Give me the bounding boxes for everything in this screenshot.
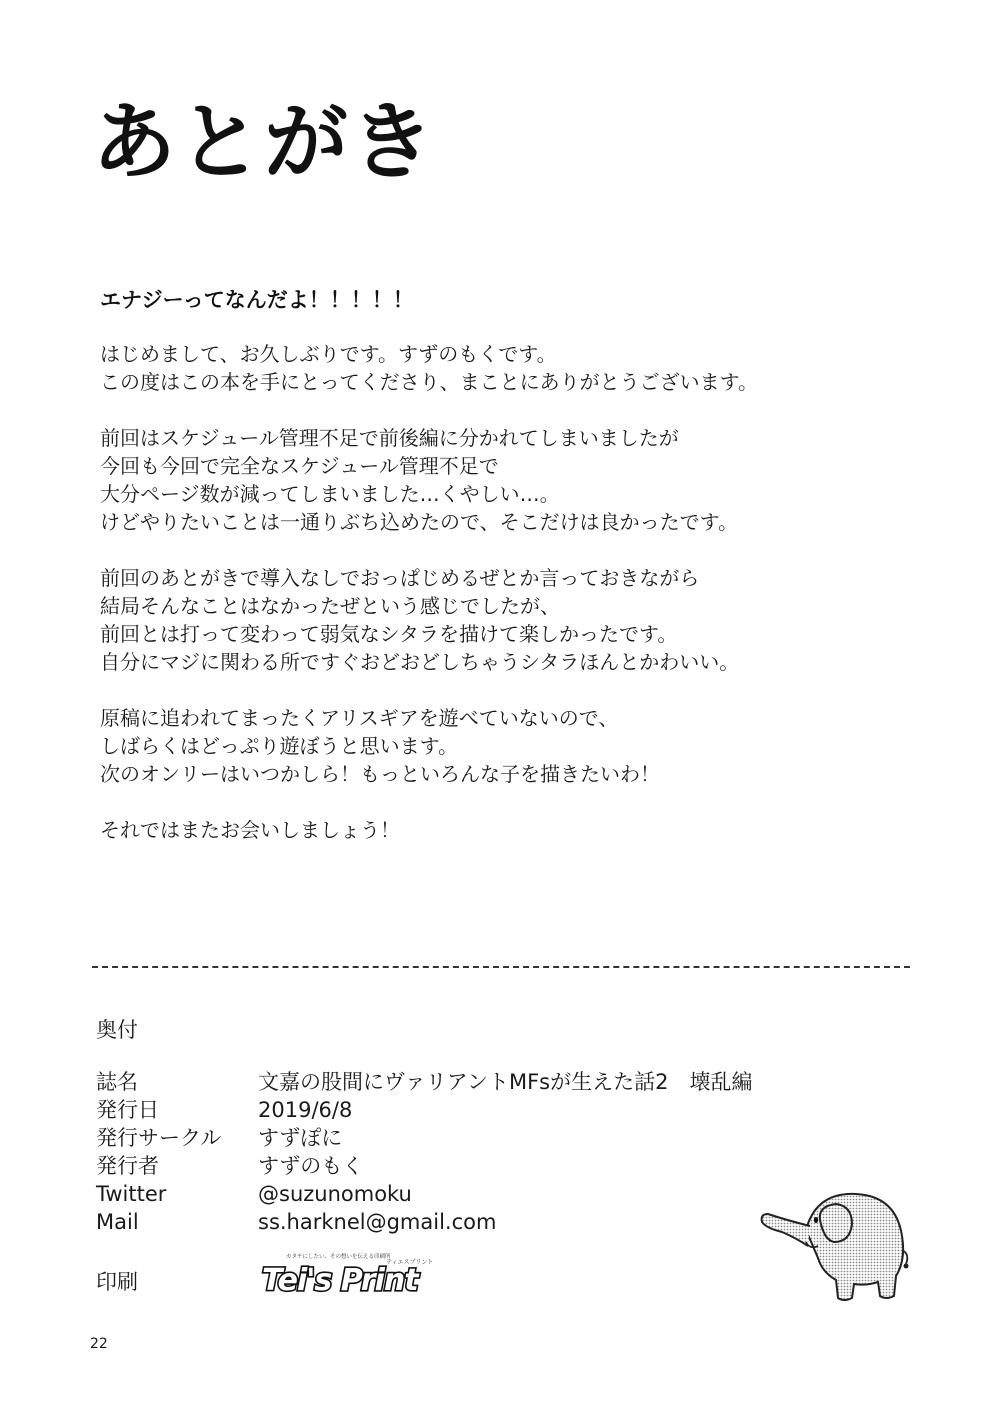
printer-logo-text: Tei's Print xyxy=(262,1263,418,1298)
page-number: 22 xyxy=(90,1336,108,1352)
text-line: 大分ページ数が減ってしまいました…くやしい…。 xyxy=(100,482,560,506)
colophon-key: Mail xyxy=(96,1210,139,1234)
colophon-row xyxy=(96,1180,752,1208)
dashed-divider xyxy=(92,966,910,968)
printer-label: 印刷 xyxy=(96,1270,138,1294)
text-line: 前回とは打って変わって弱気なシタラを描けて楽しかったです。 xyxy=(100,622,678,646)
printer-logo xyxy=(258,1250,434,1298)
text-line: 前回のあとがきで導入なしでおっぱじめるぜとか言っておきながら xyxy=(100,566,700,590)
afterword-title: あとがき xyxy=(92,93,437,191)
text-line: それではまたお会いしましょう！ xyxy=(100,818,400,842)
paragraph xyxy=(100,340,900,396)
colophon-key: 発行者 xyxy=(96,1154,159,1178)
colophon-key: Twitter xyxy=(96,1182,167,1206)
text-line: しばらくはどっぷり遊ぼうと思います。 xyxy=(100,734,458,758)
twitter-handle: @suzunomoku xyxy=(258,1182,412,1206)
printer-tagline: カタチにしたい、その想いを伝える印刷所 xyxy=(286,1254,391,1260)
colophon-row xyxy=(96,1068,752,1096)
email-address: ss.harknel@gmail.com xyxy=(258,1210,497,1234)
colophon-table xyxy=(96,1068,752,1236)
paragraph xyxy=(100,424,900,536)
text-line: この度はこの本を手にとってくださり、まことにありがとうございます。 xyxy=(100,370,758,394)
text-line: 原稿に追われてまったくアリスギアを遊べていないので、 xyxy=(100,706,619,730)
colophon-row xyxy=(96,1096,752,1124)
afterword-heading: エナジーってなんだよ！！！！！ xyxy=(100,288,414,312)
text-line: 今回も今回で完全なスケジュール管理不足で xyxy=(100,454,499,478)
elephant-illustration xyxy=(756,1180,916,1310)
colophon-row xyxy=(96,1152,752,1180)
printer-reading: ティエスプリント xyxy=(386,1259,434,1266)
afterword-body xyxy=(100,340,900,872)
text-line: 前回はスケジュール管理不足で前後編に分かれてしまいましたが xyxy=(100,426,679,450)
text-line: 次のオンリーはいつかしら！もっといろんな子を描きたいわ！ xyxy=(100,762,660,786)
colophon-value: すずぽに xyxy=(258,1126,343,1150)
colophon-title: 奥付 xyxy=(96,1018,138,1042)
paragraph xyxy=(100,816,900,844)
colophon-value: 2019/6/8 xyxy=(258,1098,353,1122)
colophon-value: 文嘉の股間にヴァリアントMFsが生えた話2 壊乱編 xyxy=(258,1070,753,1094)
paragraph xyxy=(100,704,900,788)
colophon-row xyxy=(96,1208,752,1236)
colophon-key: 発行サークル xyxy=(96,1126,222,1150)
paragraph xyxy=(100,564,900,676)
text-line: けどやりたいことは一通りぶち込めたので、そこだけは良かったです。 xyxy=(100,510,738,534)
text-line: はじめまして、お久しぶりです。すずのもくです。 xyxy=(100,342,557,366)
colophon-row xyxy=(96,1124,752,1152)
text-line: 結局そんなことはなかったぜという感じでしたが、 xyxy=(100,594,560,618)
text-line: 自分にマジに関わる所ですぐおどおどしちゃうシタラほんとかわいい。 xyxy=(100,650,740,674)
colophon-value: すずのもく xyxy=(258,1154,364,1178)
colophon-key: 誌名 xyxy=(96,1070,138,1094)
colophon-key: 発行日 xyxy=(96,1098,159,1122)
